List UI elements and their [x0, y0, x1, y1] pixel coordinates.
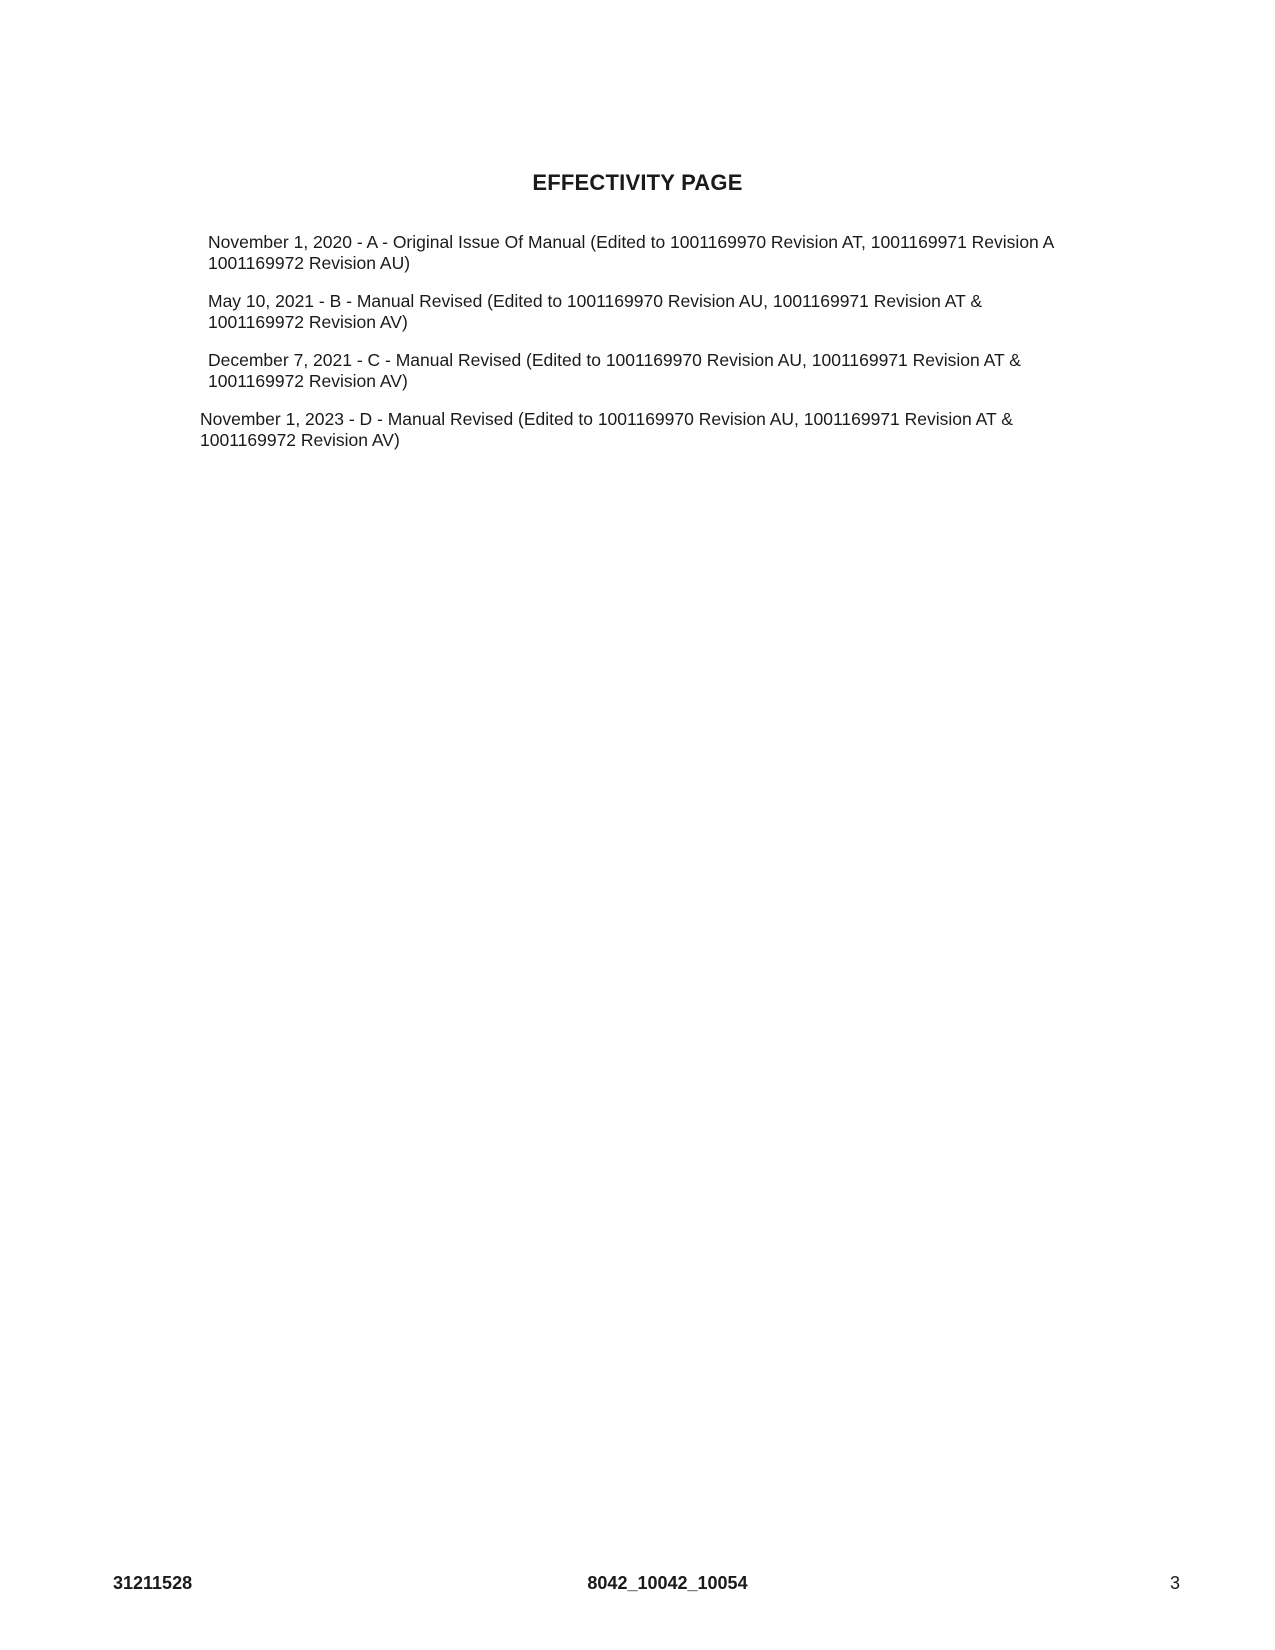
footer-document-code: 8042_10042_10054 [587, 1573, 748, 1593]
revision-entry-c [208, 350, 1198, 392]
revision-entry-line: 1001169972 Revision AU) [208, 253, 411, 273]
revision-entry-line: December 7, 2021 - C - Manual Revised (Edited to 1001169970 Revision AU, 1001169971 Revision AT & [208, 350, 1021, 370]
footer-page-number: 3 [1169, 1573, 1180, 1593]
revision-entry-line: 1001169972 Revision AV) [208, 312, 408, 332]
revision-entry-a [208, 232, 1198, 274]
page-footer [0, 1573, 1275, 1597]
revision-entry-line: November 1, 2023 - D - Manual Revised (Edited to 1001169970 Revision AU, 1001169971 Revision AT & [200, 409, 1013, 429]
footer-manual-number: 31211528 [113, 1573, 193, 1593]
page-title: EFFECTIVITY PAGE [532, 170, 743, 195]
revision-entry-line: November 1, 2020 - A - Original Issue Of Manual (Edited to 1001169970 Revision AT, 1001169971 Revision A [208, 232, 1055, 252]
revision-entry-b [208, 291, 1198, 333]
revision-entry-line: May 10, 2021 - B - Manual Revised (Edited to 1001169970 Revision AU, 1001169971 Revision AT & [208, 291, 983, 311]
revision-entry-line: 1001169972 Revision AV) [208, 371, 408, 391]
revision-entry-line: 1001169972 Revision AV) [200, 430, 400, 450]
revision-entry-d [200, 409, 1190, 451]
